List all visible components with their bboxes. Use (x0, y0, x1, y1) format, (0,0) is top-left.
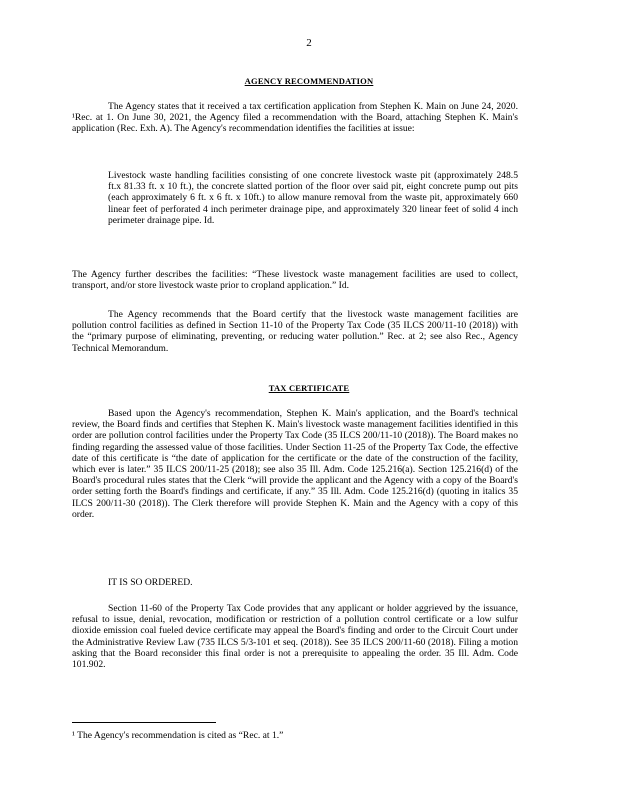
page-number: 2 (306, 37, 312, 49)
agency-paragraph-1: The Agency states that it received a tax certification application from Stephen K. Main on June 24, 2020. ¹Rec. at 1. On June 30, 2021, the Agency filed a recommendation with the Board, attaching Stephen K. Main's application (Rec. Exh. A). The Agency's recommendation identifies the facilities at issue: (72, 101, 518, 135)
heading-text: TAX CERTIFICATE (268, 383, 350, 393)
appeal-paragraph: Section 11-60 of the Property Tax Code provides that any applicant or holder aggrieved by the issuance, refusal to issue, denial, revocation, modification or restriction of a pollution control certificate or a low sulfur dioxide emission coal fueled device certificate may appeal the Board's finding and order to the Circuit Court under the Administrative Review Law (735 ILCS 5/3-101 et seq. (2018)). See 35 ILCS 200/11-60 (2018). Filing a motion asking that the Board reconsider this final order is not a prerequisite to appealing the order. 35 Ill. Adm. Code 101.902. (72, 603, 518, 671)
footnote-1: ¹ The Agency's recommendation is cited as “Rec. at 1.” (72, 730, 284, 741)
agency-recommendation-heading (0, 76, 618, 86)
so-ordered: IT IS SO ORDERED. (108, 577, 193, 588)
tax-paragraph-1: Based upon the Agency's recommendation, Stephen K. Main's application, and the Board's technical review, the Board finds and certifies that Stephen K. Main's livestock waste management facilities identified in this order are pollution control facilities under the Property Tax Code (35 ILCS 200/11-10 (2018)). The Board makes no finding regarding the assessed value of those facilities. Under Section 11-25 of the Property Tax Code, the effective date of this certificate is “the date of application for the certificate or the date of the construction of the facility, which ever is later.” 35 ILCS 200/11-25 (2018); see also 35 Ill. Adm. Code 125.216(a). Section 125.216(d) of the Board's procedural rules states that the Clerk “will provide the applicant and the Agency with a copy of the Board's order setting forth the Board's findings and certificate, if any.” 35 Ill. Adm. Code 125.216(d) (quoting in italics 35 ILCS 200/11-30 (2018)). The Clerk therefore will provide Stephen K. Main and the Agency with a copy of this order. (72, 408, 518, 520)
heading-text: AGENCY RECOMMENDATION (244, 76, 374, 86)
facility-description-quote: Livestock waste handling facilities consisting of one concrete livestock waste pit (approximately 248.5 ft.x 81.33 ft. x 10 ft.), the concrete slatted portion of the floor over said pit, eight concrete pump out pits (each approximately 6 ft. x 6 ft. x 10ft.) to allow manure removal from the waste pit, approximately 660 linear feet of perforated 4 inch perimeter drainage pipe, and approximately 320 linear feet of solid 4 inch perimeter drainage pipe. Id. (108, 170, 518, 226)
agency-paragraph-2: The Agency further describes the facilities: “These livestock waste management facilities are used to collect, transport, and/or store livestock waste prior to cropland application.” Id. (72, 269, 518, 292)
tax-certificate-heading (0, 383, 618, 393)
agency-paragraph-3: The Agency recommends that the Board certify that the livestock waste management facilities are pollution control facilities as defined in Section 11-10 of the Property Tax Code (35 ILCS 200/11-10 (2018)) with the “primary purpose of eliminating, preventing, or reducing water pollution.” Rec. at 2; see also Rec., Agency Technical Memorandum. (72, 309, 518, 354)
footnote-rule (72, 722, 216, 723)
